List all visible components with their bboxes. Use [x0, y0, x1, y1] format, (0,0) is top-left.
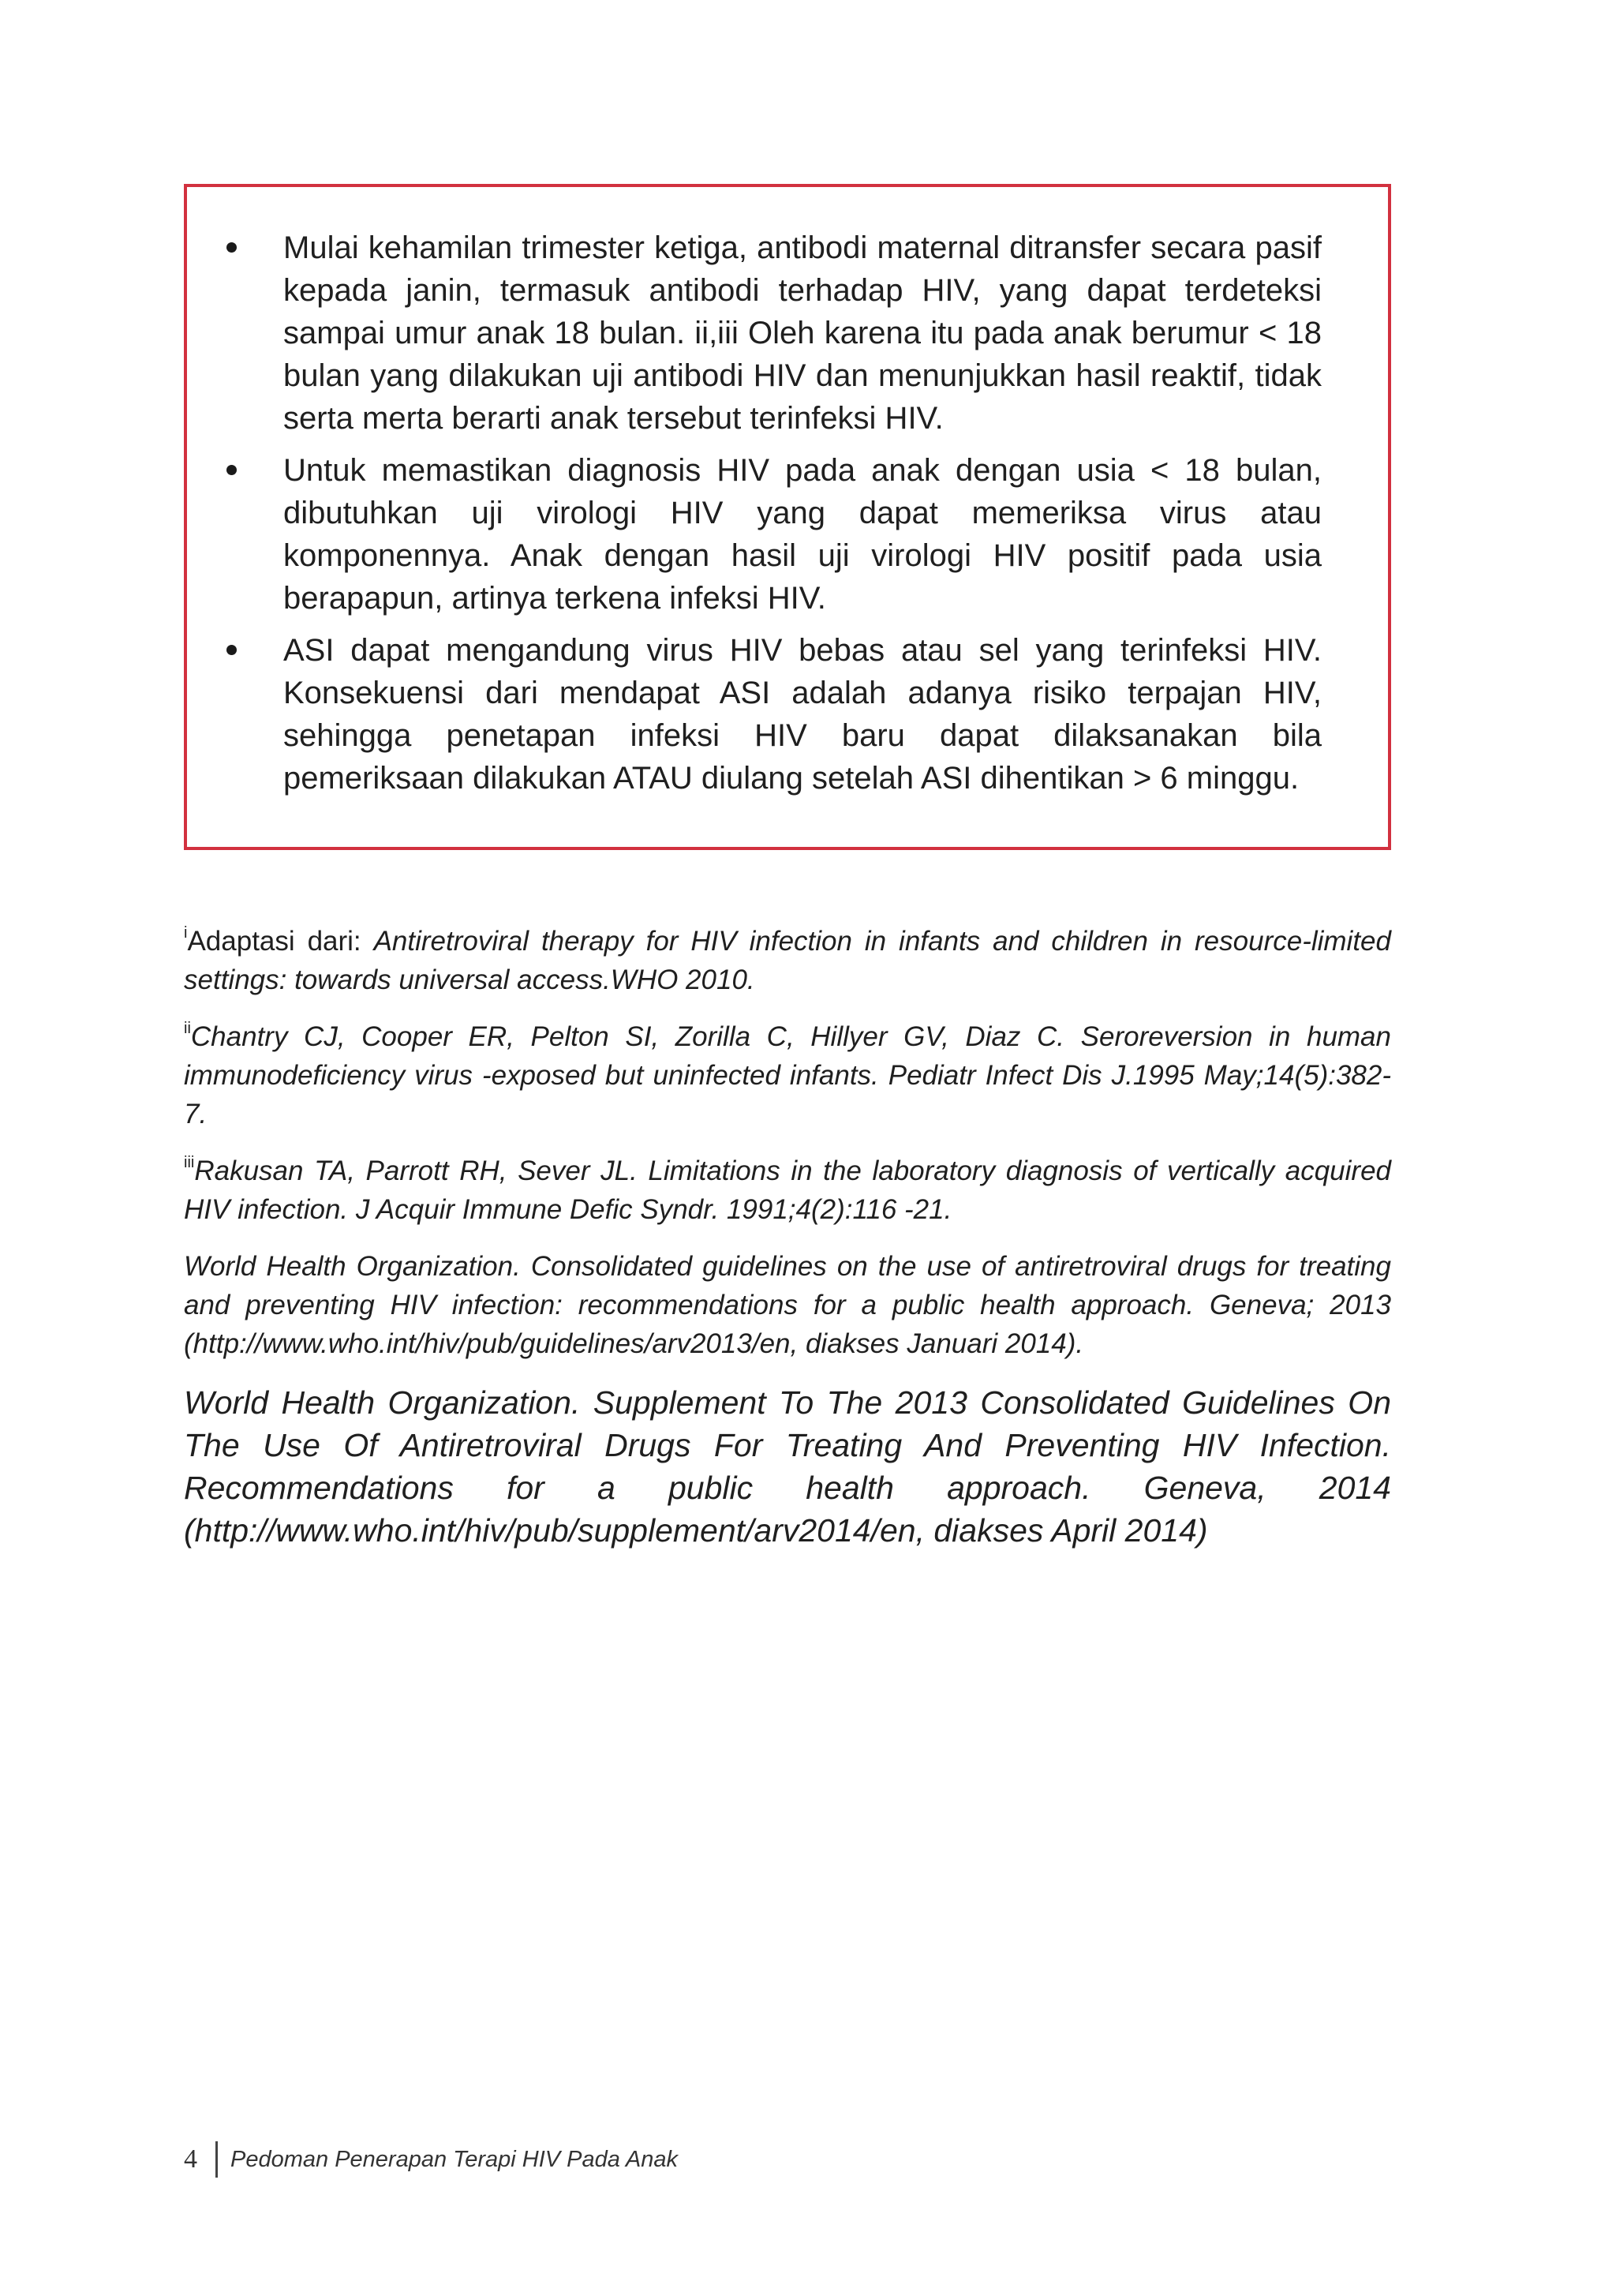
bullet-item — [219, 227, 1322, 440]
reference-marker: i — [184, 924, 188, 942]
reference-item — [184, 1247, 1391, 1363]
bullet-list — [219, 227, 1322, 809]
bullet-text: Untuk memastikan diagnosis HIV pada anak dengan usia < 18 bulan, dibutuhkan uji virologi HIV yang dapat memeriksa virus atau komponennya. Anak dengan hasil uji virologi HIV positif pada usia berapapun, artinya terkena infeksi HIV. — [283, 453, 1322, 616]
reference-marker: iii — [184, 1154, 195, 1171]
bullet-icon — [226, 242, 237, 253]
reference-text: Rakusan TA, Parrott RH, Sever JL. Limitations in the laboratory diagnosis of vertically acquired HIV infection. J Acquir Immune Defic Syndr. 1991;4(2):116 -21. — [184, 1155, 1391, 1225]
footer-divider — [215, 2141, 218, 2178]
reference-marker: ii — [184, 1020, 191, 1037]
reference-text: Chantry CJ, Cooper ER, Pelton SI, Zorilla C, Hillyer GV, Diaz C. Seroreversion in human immunodeficiency virus -exposed but uninfected infants. Pediatr Infect Dis J.1995 May;14(5):382-7. — [184, 1021, 1391, 1129]
bullet-item — [219, 629, 1322, 800]
bullet-item — [219, 449, 1322, 620]
bullet-text: Mulai kehamilan trimester ketiga, antibodi maternal ditransfer secara pasif kepada janin, termasuk antibodi terhadap HIV, yang dapat terdeteksi sampai umur anak 18 bulan. ii,iii Oleh karena itu pada anak berumur < 18 bulan yang dilakukan uji antibodi HIV dan menunjukkan hasil reaktif, tidak serta merta berarti anak tersebut terinfeksi HIV. — [283, 230, 1322, 436]
page-footer — [184, 2141, 678, 2178]
reference-item — [184, 1381, 1391, 1552]
reference-text: Antiretroviral therapy for HIV infection in infants and children in resource-limited settings: towards universal access.WHO 2010. — [184, 926, 1391, 995]
reference-text: World Health Organization. Supplement To The 2013 Consolidated Guidelines On The Use Of Antiretroviral Drugs For Treating And Preventing HIV Infection. Recommendations for a public health approach. Geneva, 2014 (http://www.who.int/hiv/pub/supplement/arv2014/en, diakses April 2014) — [184, 1384, 1391, 1549]
bullet-icon — [226, 465, 237, 475]
reference-prefix: Adaptasi dari: — [187, 926, 374, 957]
bullet-text: ASI dapat mengandung virus HIV bebas atau sel yang terinfeksi HIV. Konsekuensi dari mendapat ASI adalah adanya risiko terpajan HIV, sehingga penetapan infeksi HIV baru dapat dilaksanakan bila pemeriksaan dilakukan ATAU diulang setelah ASI dihentikan > 6 minggu. — [283, 633, 1322, 796]
key-points-box — [184, 184, 1391, 850]
page-number: 4 — [184, 2144, 197, 2174]
bullet-icon — [226, 645, 237, 655]
references — [184, 922, 1391, 1584]
reference-item — [184, 1152, 1391, 1229]
reference-item — [184, 922, 1391, 999]
reference-text: World Health Organization. Consolidated guidelines on the use of antiretroviral drugs for treating and preventing HIV infection: recommendations for a public health approach. Geneva; 2013 (http://www.who.int/hiv/pub/guidelines/arv2013/en, diakses Januari 2014). — [184, 1251, 1391, 1359]
footer-title: Pedoman Penerapan Terapi HIV Pada Anak — [230, 2146, 678, 2172]
reference-item — [184, 1017, 1391, 1133]
